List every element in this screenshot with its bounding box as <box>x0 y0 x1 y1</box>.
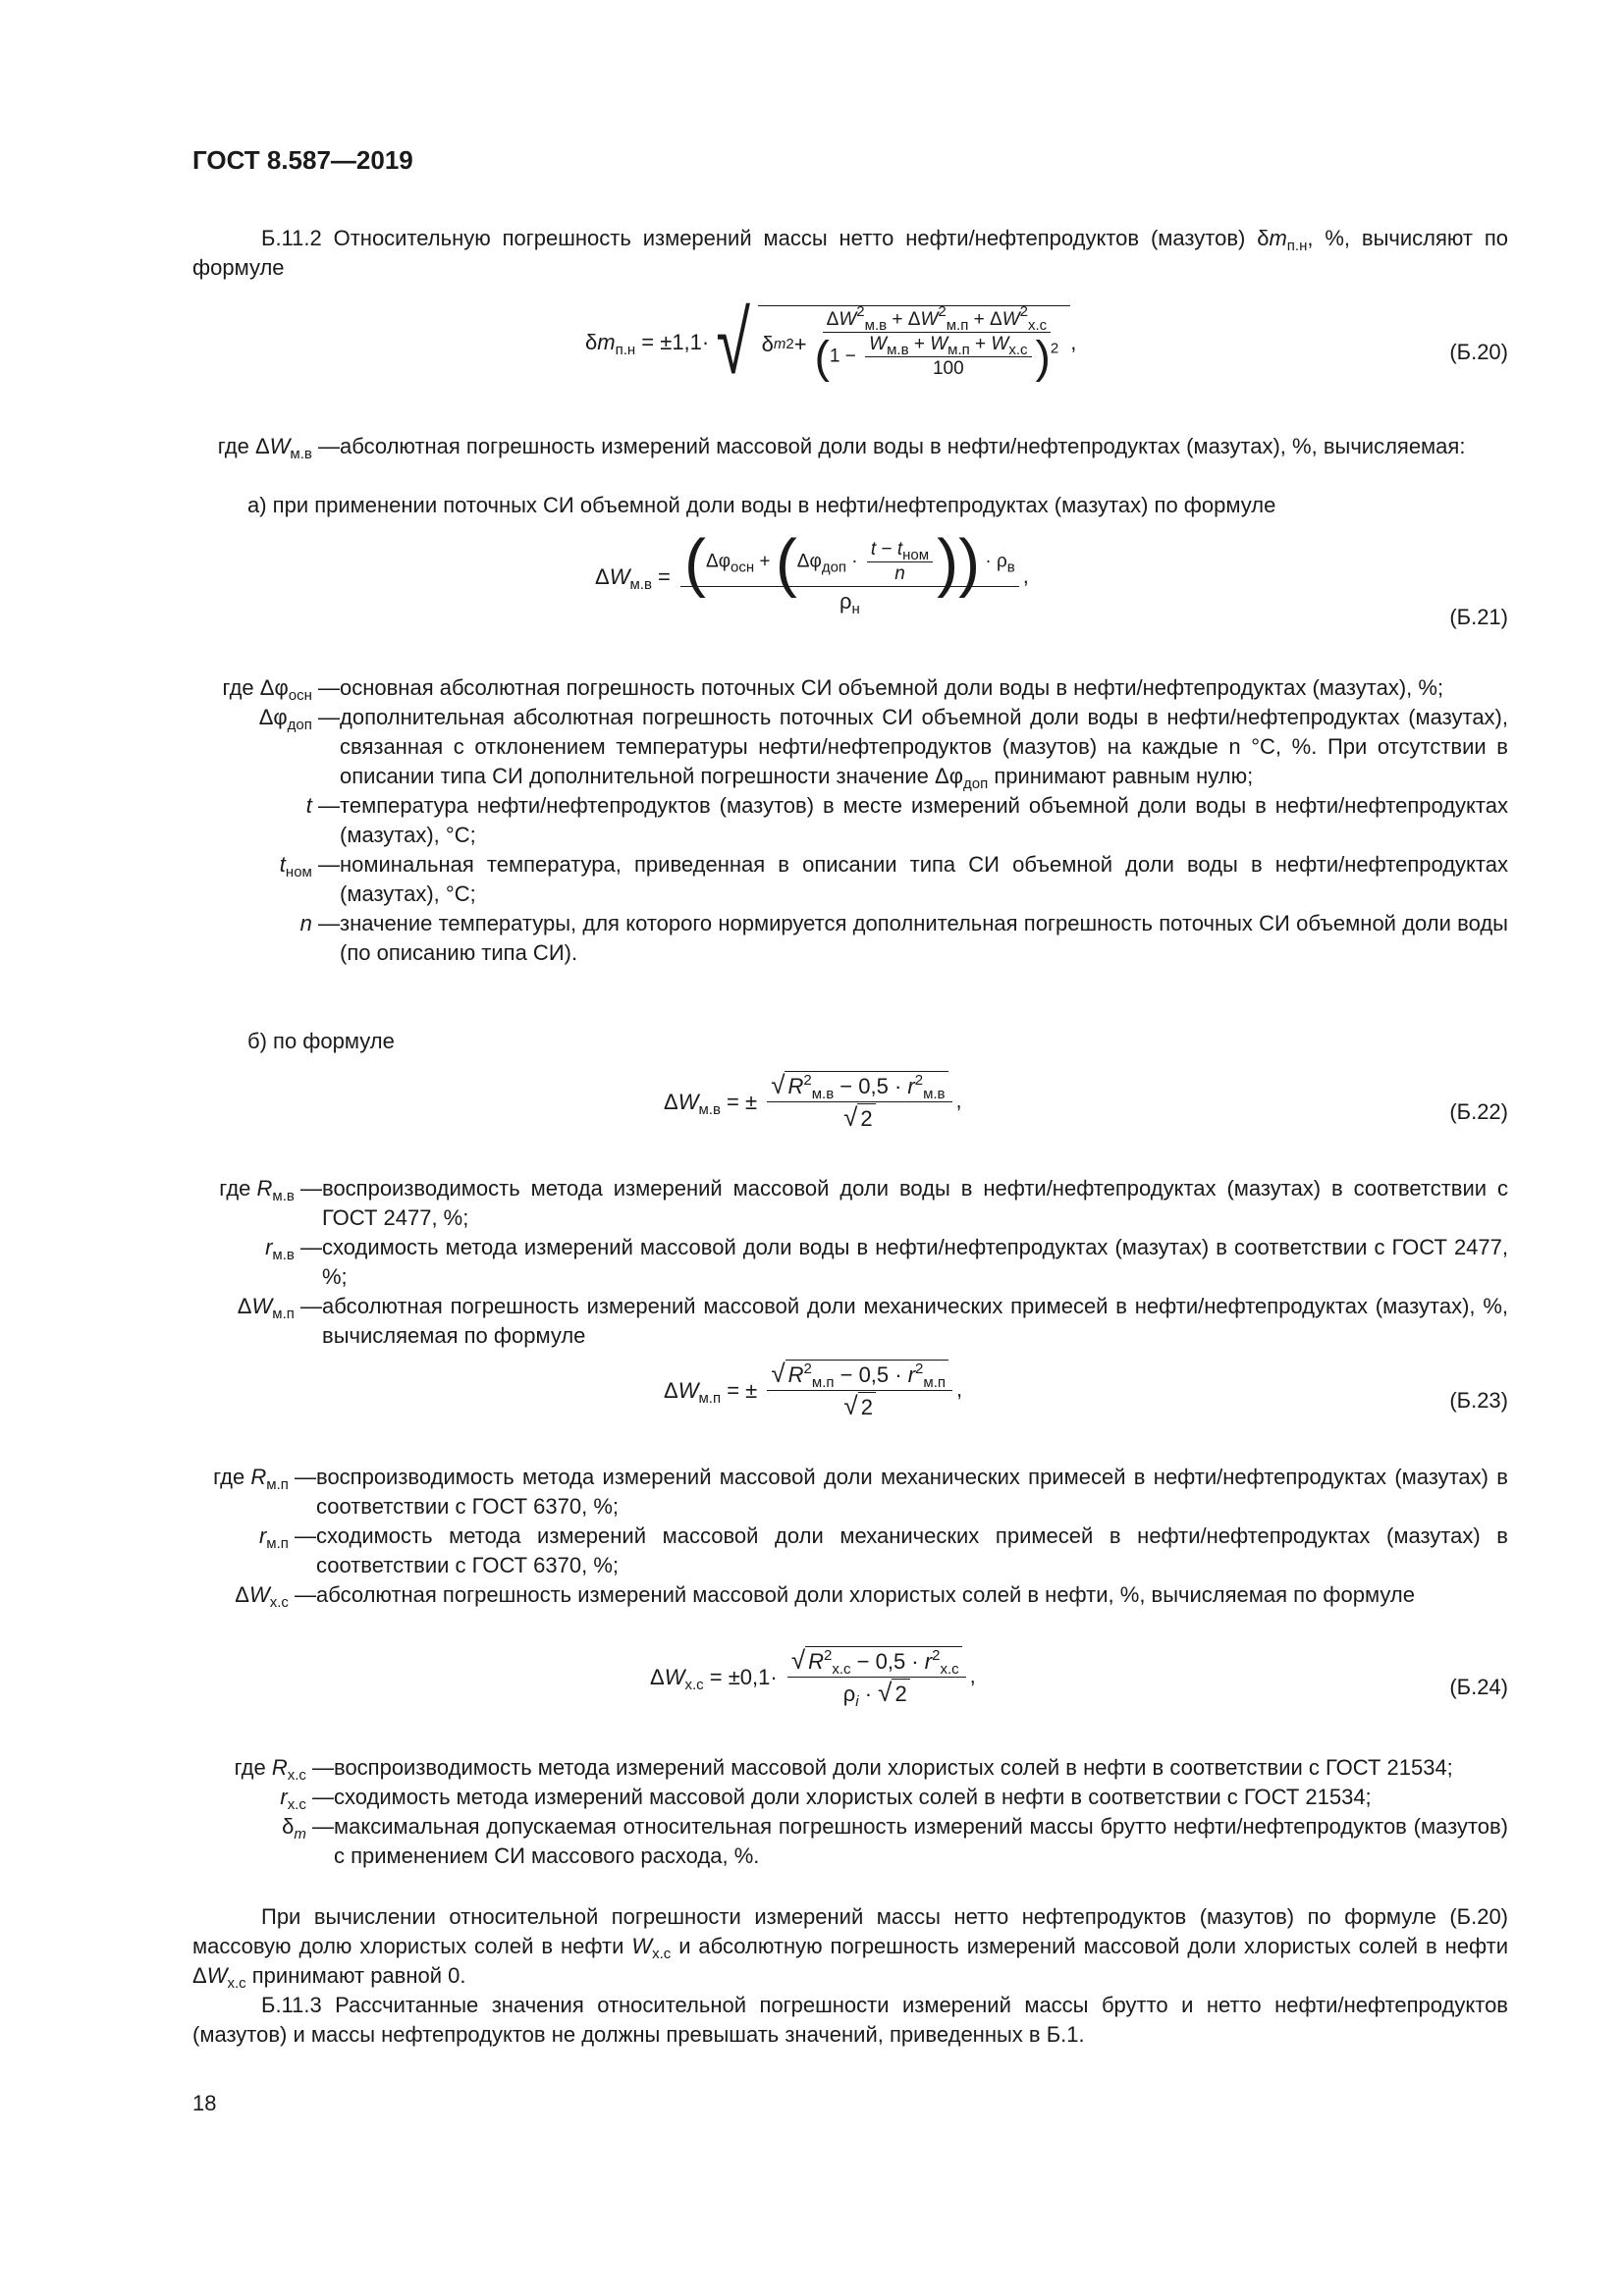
equation-number: (Б.21) <box>1449 605 1508 629</box>
formula-b24-expression: $\Delta W_{х.с} = \pm 0,1\cdot$ $\frac{√ R^2_{х.с} - 0,5 \cdot r^2_{х.с}}{\rho_i \cdot √ 2}$ , <box>650 1645 976 1710</box>
definition-item: n — значение температуры, для которого нормируется дополнительная погрешность поточных СИ объемной доли воды (по описанию типа СИ). <box>299 911 1508 965</box>
definition-item: где $R_{м.в}$ — воспроизводимость метода измерений массовой доли воды в нефти/нефтепродуктах (мазутах) в соответствии с ГОСТ 2477, %; <box>219 1176 1508 1230</box>
list-item-b: б) по формуле <box>247 1029 395 1053</box>
page-header: ГОСТ 8.587—2019 <box>192 145 413 175</box>
definition-item: $\Delta\varphi_{доп}$ — дополнительная абсолютная погрешность поточных СИ объемной доли воды в нефти/нефтепродуктах (мазутах), связанная с отклонением температуры нефти/нефтепродуктов (мазутов) на каждые n °С, %. При отсутствии в описании типа СИ дополнительной погрешности значение $\Delta\varphi_{доп}$ принимают равным нулю; <box>258 705 1508 792</box>
definition-item: t — температура нефти/нефтепродуктов (мазутов) в месте измерений объемной доли воды в нефти/нефтепродуктах (мазутах), °С; <box>305 793 1508 847</box>
definition-item: $r_{х.с}$ — сходимость метода измерений массовой доли хлористых солей в нефти в соответствии с ГОСТ 21534; <box>280 1785 1372 1813</box>
definition-item: $t_{ном}$ — номинальная температура, приведенная в описании типа СИ объемной доли воды в нефти/нефтепродуктах (мазутах), °С; <box>279 852 1508 906</box>
list-item-a: а) при применении поточных СИ объемной доли воды в нефти/нефтепродуктах (мазутах) по формуле <box>247 493 1276 517</box>
definition-item: где $R_{м.п}$ — воспроизводимость метода измерений массовой доли механических примесей в нефти/нефтепродуктах (мазутах) в соответствии с ГОСТ 6370, %; <box>213 1465 1508 1519</box>
formula-b22-expression: $\Delta W_{м.в}$ = ± $\frac{√ R^2_{м.в} - 0,5 \cdot r^2_{м.в}}{√ 2}$ , <box>664 1070 962 1132</box>
definition-item: $r_{м.в}$ — сходимость метода измерений массовой доли воды в нефти/нефтепродуктах (мазутах) в соответствии с ГОСТ 2477, %; <box>265 1235 1508 1289</box>
formula-b21-expression: $\Delta W_{м.в}$ = ($\Delta\varphi_{осн} + (\Delta\varphi_{доп}$ · $\frac{t - t_{ном}}{n}$ )) · $\rho_в$ $\rho_н$ , <box>595 525 1029 617</box>
equation-number: (Б.24) <box>1449 1675 1508 1699</box>
equation-number: (Б.20) <box>1449 340 1508 364</box>
paragraph-b11-2: Б.11.2 Относительную погрешность измерений массы нетто нефти/нефтепродуктов (мазутов) $\delta m_{п.н}$, %, вычисляют по формуле <box>192 226 1508 280</box>
definitions-b22 <box>192 1174 1508 1351</box>
definition-w-mv: где $\Delta W_{м.в}$ — абсолютная погрешность измерений массовой доли воды в нефти/нефтепродуктах (мазутах), %, вычисляемая: <box>192 432 1508 461</box>
formula-b23 <box>192 1359 1508 1457</box>
definition-item: $\delta_m$ — максимальная допускаемая относительная погрешность измерений массы брутто нефти/нефтепродуктов (мазутов) с применением СИ массового расхода, %. <box>282 1814 1508 1868</box>
definition-item: $\Delta W_{м.п}$ — абсолютная погрешность измерений массовой доли механических примесей в нефти/нефтепродуктах (мазутах), %, вычисляемая по формуле <box>237 1294 1508 1348</box>
definition-item: $\Delta W_{х.с}$ — абсолютная погрешность измерений массовой доли хлористых солей в нефти, %, вычисляемая по формуле <box>235 1582 1415 1611</box>
definition-item: $r_{м.п}$ — сходимость метода измерений массовой доли механических примесей в нефти/нефтепродуктах (мазутах) в соответствии с ГОСТ 6370, %; <box>258 1523 1508 1577</box>
definition-item: где $\Delta\varphi_{осн}$ — основная абсолютная погрешность поточных СИ объемной доли воды в нефти/нефтепродуктах (мазутах), %; <box>222 675 1444 704</box>
page-number: 18 <box>192 2091 217 2115</box>
paragraph-note: При вычислении относительной погрешности измерений массы нетто нефтепродуктов (мазутов) по формуле (Б.20) массовую долю хлористых солей в нефти $W_{х.с}$ и абсолютную погрешность измерений массовой доли хлористых солей в нефти $\Delta W_{х.с}$ принимают равной 0. <box>192 1904 1508 1992</box>
equation-number: (Б.22) <box>1449 1099 1508 1124</box>
definitions-b23 <box>192 1463 1508 1610</box>
formula-b20-expression: $\delta m_{п.н} = \pm 1,1\cdot√$ δ m 2 + $\Delta W^2_{м.в} + \Delta W^2_{м.п} + \Delta W^2_{х.с}$ (1 − $\frac{W_{м.в} + W_{м.п} + W_{х.с}}{100}$ )$^2$ , <box>585 294 1077 393</box>
definition-item: где $R_{х.с}$ — воспроизводимость метода измерений массовой доли хлористых солей в нефти в соответствии с ГОСТ 21534; <box>234 1755 1453 1784</box>
definitions-b21 <box>192 673 1508 968</box>
paragraph-b11-3: Б.11.3 Рассчитанные значения относительной погрешности измерений массы брутто и нетто нефти/нефтепродуктов (мазутов) и массы нефтепродуктов не должны превышать значений, приведенных в Б.1. <box>192 1993 1508 2047</box>
equation-number: (Б.23) <box>1449 1388 1508 1413</box>
formula-b20 <box>192 294 1508 422</box>
formula-b22 <box>192 1070 1508 1168</box>
formula-b24 <box>192 1645 1508 1743</box>
definitions-b24 <box>192 1753 1508 1871</box>
formula-b23-expression: $\Delta W_{м.п}$ = ± $\frac{√ R^2_{м.п} - 0,5 \cdot r^2_{м.п}}{√ 2}$ , <box>664 1359 963 1420</box>
formula-b21 <box>192 525 1508 666</box>
definition-term: где $\Delta W_{м.в}$ — <box>217 434 340 462</box>
